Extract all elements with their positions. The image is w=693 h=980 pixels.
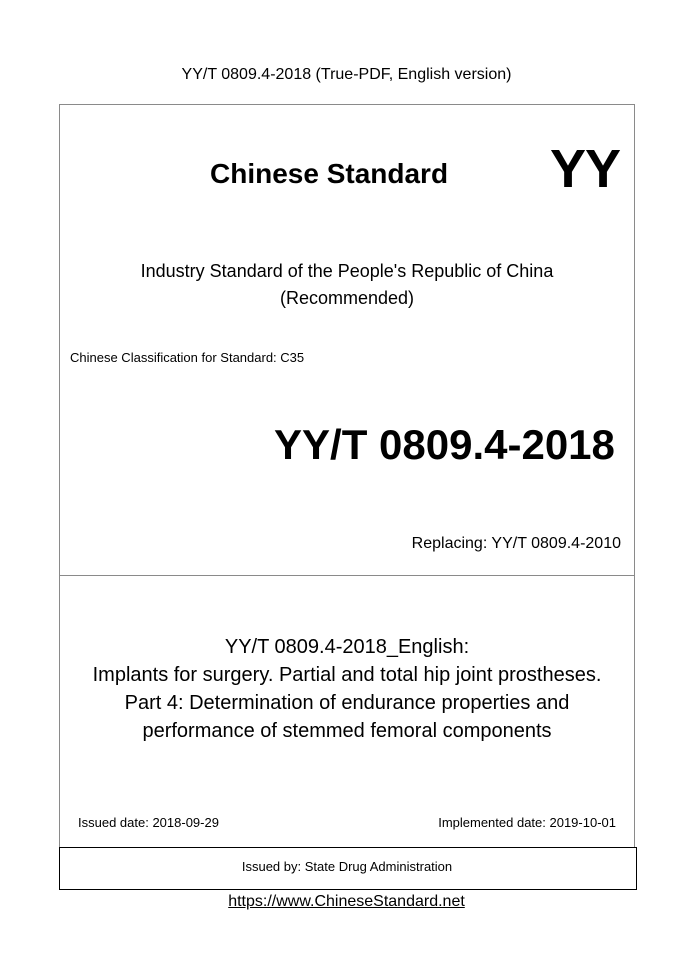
recommended-line: (Recommended) xyxy=(279,288,415,308)
document-title-line: YY/T 0809.4-2018_English: xyxy=(224,636,470,658)
document-title-line: Implants for surgery. Partial and total hip joint prostheses. xyxy=(92,664,602,686)
classification-text: Chinese Classification for Standard: C35 xyxy=(70,350,305,365)
document-title-line: Part 4: Determination of endurance properties and xyxy=(124,692,570,714)
page-header-title: YY/T 0809.4-2018 (True-PDF, English version) xyxy=(181,66,512,83)
document-title-line: performance of stemmed femoral components xyxy=(142,720,552,742)
website-link[interactable]: https://www.ChineseStandard.net xyxy=(228,893,465,910)
document-title xyxy=(59,633,635,745)
standard-number: YY/T 0809.4-2018 xyxy=(274,421,615,468)
implemented-date: Implemented date: 2019-10-01 xyxy=(438,815,616,830)
category-code: YY xyxy=(550,139,621,199)
industry-line: Industry Standard of the People's Republic of China xyxy=(140,261,554,281)
standard-heading: Chinese Standard xyxy=(210,158,449,189)
issued-by: Issued by: State Drug Administration xyxy=(241,859,453,874)
issued-date: Issued date: 2018-09-29 xyxy=(78,815,219,830)
replacing-text: Replacing: YY/T 0809.4-2010 xyxy=(411,535,621,552)
industry-standard-caption xyxy=(59,258,635,312)
